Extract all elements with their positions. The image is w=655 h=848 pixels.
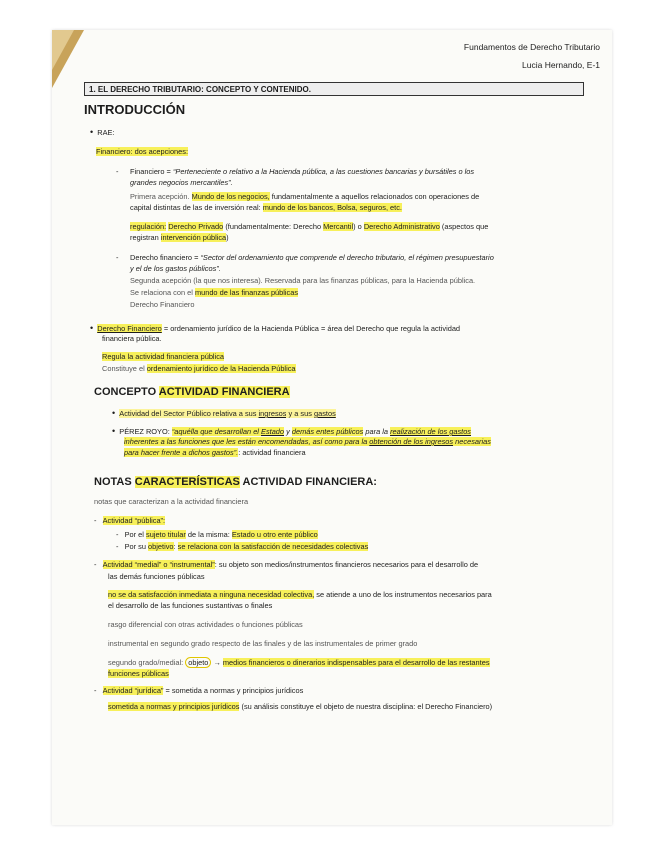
header-author: Lucia Hernando, E-1 [522,60,600,70]
notas-title: NOTAS CARACTERÍSTICAS ACTIVIDAD FINANCIERA: [94,476,377,488]
def2-line1: Derecho financiero = “Sector del ordenamiento que comprende el derecho tributario, el régimen presupuestario [130,253,494,262]
acep1-line1: Primera acepción. Mundo de los negocios, fundamentalmente a aquellos relacionados con operaciones de [130,192,480,201]
def1-line2: grandes negocios mercantiles”. [130,178,233,187]
medial-line6: instrumental en segundo grado respecto de las finales y de las instrumentales de primer grado [108,639,418,648]
financiero-label: Financiero: dos acepciones: [96,147,189,156]
rae-bullet: • RAE: [90,127,115,137]
medial-line3: no se da satisfacción inmediata a ninguna necesidad colectiva, se atiende a uno de los instrumentos necesarios para [108,590,492,599]
medial-line2: las demás funciones públicas [108,572,205,581]
regulacion-line1: regulación: Derecho Privado (fundamentalmente: Derecho Mercantil) o Derecho Administrativo (aspectos que [130,222,489,231]
dash-def1: - [116,167,119,176]
derecho-financiero-line: Derecho Financiero [130,300,195,309]
intro-title: INTRODUCCIÓN [84,102,186,117]
medial-line1: - Actividad “medial” o “instrumental”: su objeto son medios/instrumentos financieros necesarios para el desarrollo de [94,560,479,569]
notas-intro: notas que caracterizan a la actividad financiera [94,497,249,506]
document-page [52,30,612,825]
concepto-bullet1: • Actividad del Sector Público relativa a sus ingresos y a sus gastos [112,408,336,418]
constituye-line: Constituye el ordenamiento jurídico de la Hacienda Pública [102,364,296,373]
def1-line1: Financiero = “Perteneciente o relativo a la Hacienda pública, a las cuestiones bancarias y bursátiles o los [130,167,475,176]
medial-line5: rasgo diferencial con otras actividades o funciones públicas [108,620,303,629]
juridica-line2: sometida a normas y principios jurídicos (su análisis constituye el objeto de nuestra disciplina: el Derecho Financiero) [108,702,493,711]
medial-line4: el desarrollo de las funciones sustantivas o finales [108,601,273,610]
dash-def2: - [116,253,119,262]
publica-item1: - Por el sujeto titular de la misma: Estado u otro ente público [116,530,318,539]
header-course: Fundamentos de Derecho Tributario [463,42,600,52]
def2-line2: y el de los gastos públicos”. [130,264,221,273]
publica-item2: - Por su objetivo: se relaciona con la satisfacción de necesidades colectivas [116,542,369,551]
concepto-bullet2-line2: inherentes a las funciones que les están encomendadas, así como para la obtención de los ingresos necesarias [124,437,491,446]
concepto-bullet2-line1: • PÉREZ ROYO: “aquélla que desarrollan el Estado y demás entes públicos para la realización de los gastos [112,426,471,436]
concepto-bullet2-line3: para hacer frente a dichos gastos”.: actividad financiera [124,448,306,457]
relaciona-line: Se relaciona con el mundo de las finanzas públicas [130,288,299,297]
juridica-line1: - Actividad “jurídica” = sometida a normas y principios jurídicos [94,686,304,695]
acep1-line2: capital distintas de las de inversión real: mundo de los bancos, Bolsa, seguros, etc. [130,203,402,212]
publica-label: - Actividad “pública”: [94,516,166,525]
regulacion-line2: registran intervención pública) [130,233,229,242]
df-bullet-line1: • Derecho Financiero = ordenamiento jurídico de la Hacienda Pública = área del Derecho que regula la actividad [90,323,461,333]
medial-line8: funciones públicas [108,669,169,678]
concepto-title: CONCEPTO ACTIVIDAD FINANCIERA [94,386,290,398]
corner-decoration-inner [52,30,74,70]
regula-line: Regula la actividad financiera pública [102,352,225,361]
acep2-line: Segunda acepción (la que nos interesa). Reservada para las finanzas públicas, para la Hacienda pública. [130,276,476,285]
medial-line7: segundo grado/medial: objeto → medios financieros o dinerarios indispensables para el desarrollo de las restantes [108,658,490,667]
df-bullet-line2: financiera pública. [102,334,162,343]
section-bar: 1. EL DERECHO TRIBUTARIO: CONCEPTO Y CONTENIDO. [84,82,584,96]
